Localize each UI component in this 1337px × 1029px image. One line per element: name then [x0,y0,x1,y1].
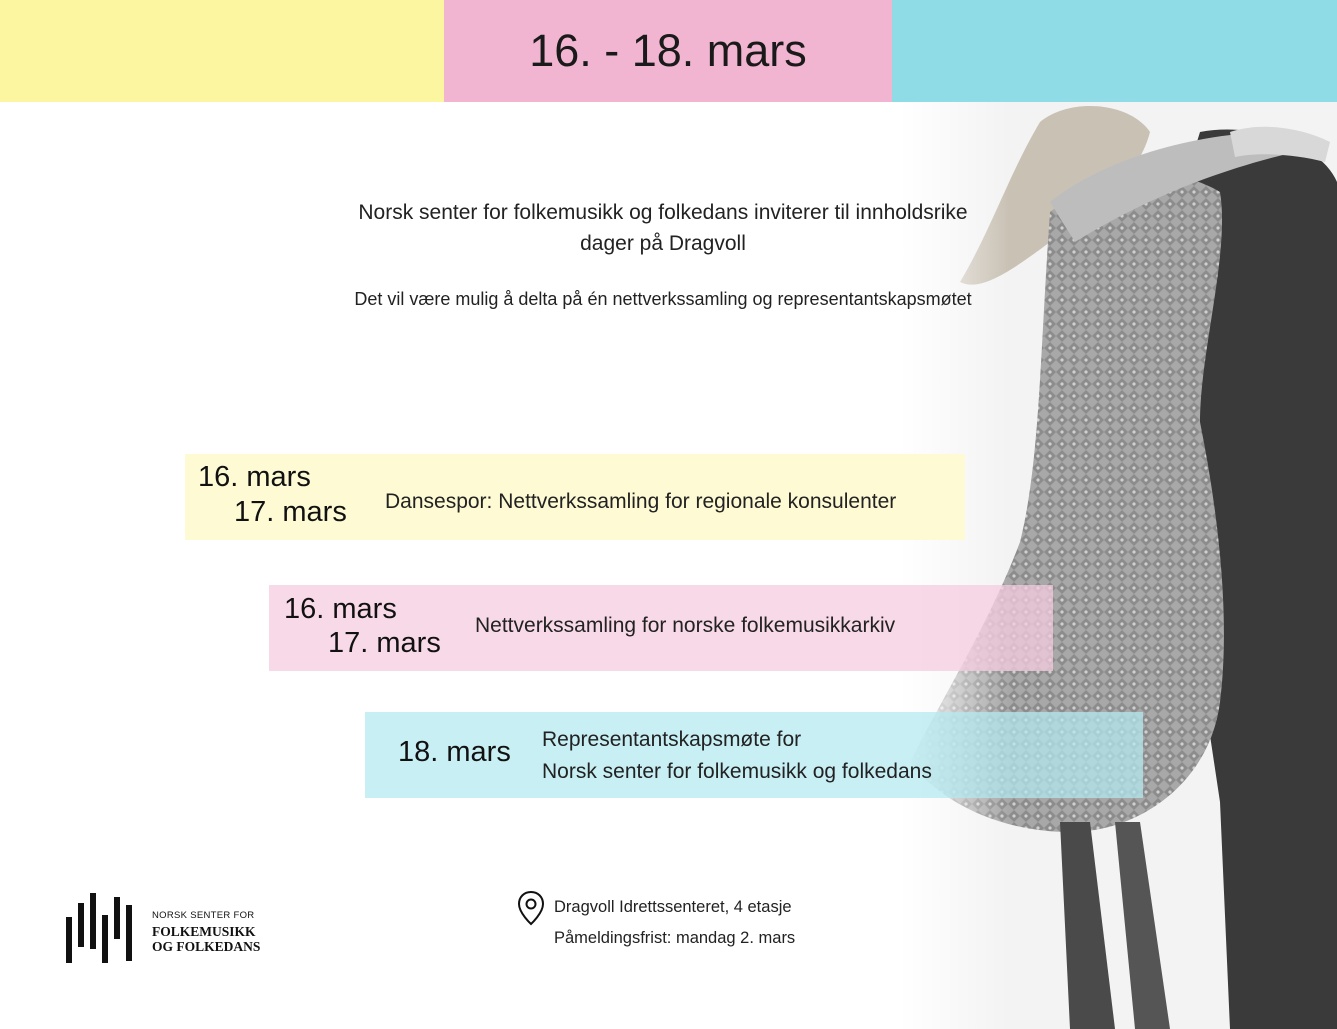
event-date-start: 16. mars [198,461,311,493]
intro-line-1b: dager på Dragvoll [580,232,746,255]
map-pin-icon [516,890,546,926]
intro-line-1: Norsk senter for folkemusikk og folkedans inviterer til innholdsrike [358,201,968,224]
logo-title-line-2: OG FOLKEDANS [152,939,261,954]
logo-small-text: NORSK SENTER FOR [152,910,255,921]
logo-title-line-1: FOLKEMUSIKK [152,924,256,939]
event-title-line-1: Representantskapsmøte for [542,728,802,751]
event-date-start: 16. mars [284,593,397,625]
event-title: Dansespor: Nettverkssamling for regionale konsulenter [385,490,897,513]
header-band-blue [892,0,1337,102]
logo-bars-icon [64,893,136,965]
event-date-end: 17. mars [328,627,441,659]
event-card-folkemusikkarkiv [269,585,1053,671]
intro-text [300,197,1026,259]
event-card-representantskapsmote [365,712,1143,798]
event-date: 18. mars [398,736,511,768]
header-band-yellow [0,0,444,102]
event-title: Nettverkssamling for norske folkemusikkarkiv [475,614,896,637]
intro-subtext: Det vil være mulig å delta på én nettverkssamling og representantskapsmøtet [354,289,972,309]
event-card-dansespor [185,454,965,540]
event-title-line-2: Norsk senter for folkemusikk og folkedans [542,760,932,783]
date-range-title: 16. - 18. mars [529,25,807,76]
organization-logo [64,893,284,965]
event-date-end: 17. mars [234,496,347,528]
location-text: Dragvoll Idrettssenteret, 4 etasje [554,898,792,916]
registration-deadline: Påmeldingsfrist: mandag 2. mars [554,929,796,947]
